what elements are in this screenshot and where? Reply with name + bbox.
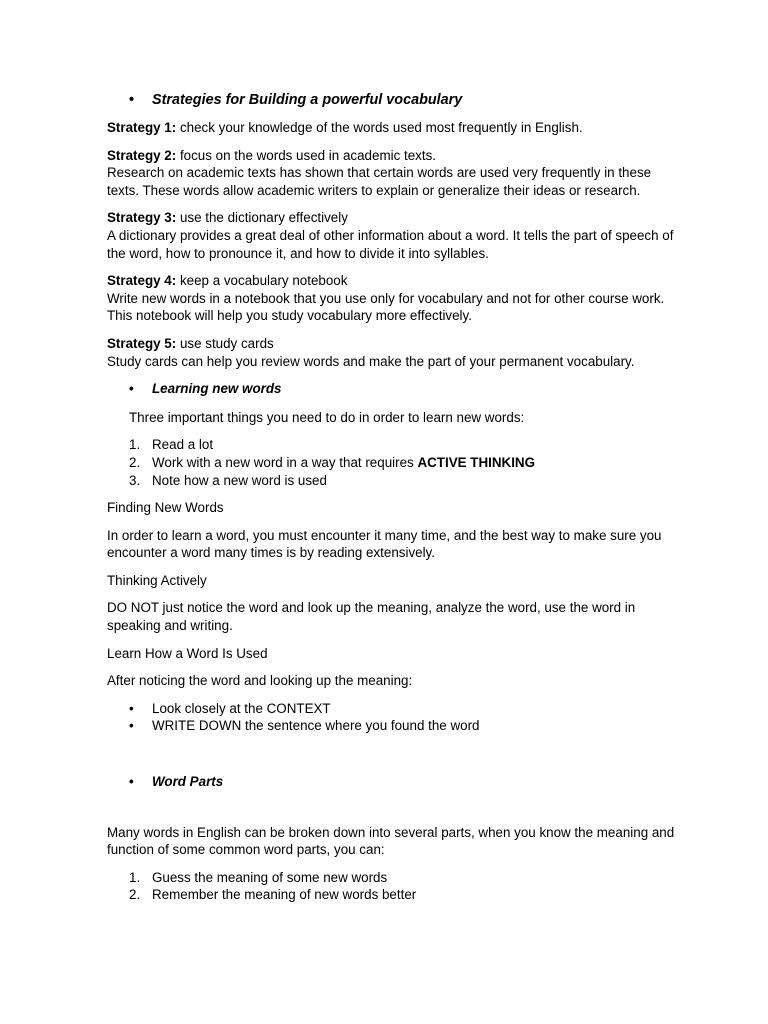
bullet-icon: •: [129, 774, 134, 790]
strategy-detail: A dictionary provides a great deal of other information about a word. It tells the part of speech of the word, how to pronounce it, and how to divide it into syllables.: [107, 227, 674, 261]
thinking-text: DO NOT just notice the word and look up the meaning, analyze the word, use the word in speaking and writing.: [107, 600, 636, 634]
list-number: 2.: [129, 454, 141, 470]
finding-title: Finding New Words: [107, 500, 224, 516]
list-item-emphasis: ACTIVE THINKING: [417, 454, 535, 470]
learning-list: [107, 436, 677, 489]
strategy-4: [107, 272, 677, 325]
learning-heading: [107, 380, 677, 398]
list-item-text: Read a lot: [152, 437, 214, 453]
list-item: [107, 700, 677, 718]
strategy-detail: Study cards can help you review words and make the part of your permanent vocabulary.: [107, 353, 635, 369]
word-parts-list: [107, 869, 677, 904]
bullet-icon: •: [129, 700, 134, 716]
spacer: [107, 745, 677, 773]
learn-title: Learn How a Word Is Used: [107, 645, 268, 661]
strategy-text: use study cards: [176, 335, 274, 351]
list-item-text: Look closely at the CONTEXT: [152, 700, 331, 716]
strategy-label: Strategy 3:: [107, 210, 177, 226]
main-heading: [107, 90, 677, 110]
list-item-text: Remember the meaning of new words better: [152, 887, 417, 903]
strategy-5: [107, 335, 677, 370]
strategy-3: [107, 209, 677, 262]
list-item: [107, 472, 677, 490]
strategy-text: focus on the words used in academic texts.: [176, 147, 436, 163]
strategy-text: use the dictionary effectively: [176, 210, 348, 226]
list-number: 1.: [129, 869, 141, 885]
list-number: 1.: [129, 437, 141, 453]
list-item-text: Note how a new word is used: [152, 472, 327, 488]
bullet-icon: •: [129, 92, 135, 108]
learning-intro: Three important things you need to do in order to learn new words:: [129, 409, 525, 425]
bullet-icon: •: [129, 718, 134, 734]
strategy-label: Strategy 1:: [107, 120, 177, 135]
list-item: [107, 436, 677, 454]
strategy-text: check your knowledge of the words used most frequently in English.: [176, 120, 583, 135]
spacer: [107, 802, 677, 824]
word-parts-heading: [107, 773, 677, 791]
thinking-title: Thinking Actively: [107, 572, 207, 588]
document-content: [107, 90, 677, 914]
list-item: [107, 886, 677, 904]
list-item: [107, 454, 677, 472]
bullet-icon: •: [129, 381, 134, 397]
finding-text: In order to learn a word, you must encounter it many time, and the best way to make sure you encounter a word many times is by reading extensively.: [107, 527, 662, 561]
list-item-text: WRITE DOWN the sentence where you found the word: [152, 718, 480, 734]
strategy-1: [107, 119, 677, 137]
list-item-text: Guess the meaning of some new words: [152, 869, 388, 885]
word-parts-intro: Many words in English can be broken down into several parts, when you know the meaning and function of some common word parts, you can:: [107, 824, 675, 858]
list-item-text: Work with a new word in a way that requires: [152, 454, 418, 470]
strategy-2: [107, 147, 677, 200]
strategy-label: Strategy 5:: [107, 335, 177, 351]
main-heading-text: Strategies for Building a powerful vocabulary: [152, 92, 463, 108]
strategy-text: keep a vocabulary notebook: [176, 273, 348, 289]
strategy-detail: Research on academic texts has shown that certain words are used very frequently in these texts. These words allow academic writers to explain or generalize their ideas or research.: [107, 165, 652, 198]
list-item: [107, 869, 677, 887]
learn-text: After noticing the word and looking up the meaning:: [107, 673, 413, 689]
list-item: [107, 717, 677, 735]
list-number: 2.: [129, 887, 141, 903]
strategy-label: Strategy 4:: [107, 273, 177, 289]
word-parts-heading-text: Word Parts: [152, 774, 224, 790]
learn-bullet-list: [107, 700, 677, 735]
learning-heading-text: Learning new words: [152, 381, 282, 397]
strategy-label: Strategy 2:: [107, 147, 177, 163]
strategy-detail: Write new words in a notebook that you use only for vocabulary and not for other course work. This notebook will help you study vocabulary more effectively.: [107, 290, 665, 324]
list-number: 3.: [129, 472, 141, 488]
